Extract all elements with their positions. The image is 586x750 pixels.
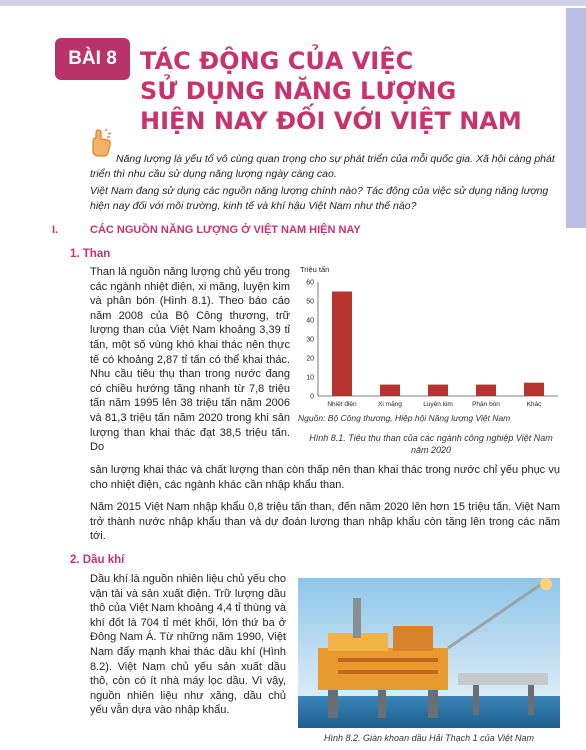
y-tick-label: 30 — [306, 336, 314, 344]
oil-rig-photo — [298, 578, 560, 728]
y-tick-label: 60 — [306, 279, 314, 287]
x-tick-label: Khác — [526, 401, 542, 408]
oil-paragraph: Dầu khí là nguồn nhiên liệu chủ yếu cho vận tải và sản xuất điện. Trữ lượng dầu thô của Việt Nam khoảng 4,4 tỉ thùng và khí đốt là 704 tỉ mét khối, lớn thứ ba ở Đông Nam Á. Từ những năm 1990, Việt Nam đẩy mạnh khai thác dầu khí (Hình 8.2). Việt Nam chủ yếu sản xuất dầu thô, còn có ít nhà máy lọc dầu. Vì vậy, nguồn nhiên liệu như xăng, dầu chủ yếu vẫn dựa vào nhập khẩu. — [90, 573, 286, 717]
x-tick-label: Xi măng — [378, 401, 402, 408]
coal-paragraph-1-cont: sản lượng khai thác và chất lượng than còn thấp nên than khai thác trong nước chỉ yếu phục vụ cho nhiệt điện, các ngành khác cần nhập khẩu than. — [90, 464, 560, 491]
bar — [428, 385, 448, 396]
title-line-1: TÁC ĐỘNG CỦA VIỆC — [140, 47, 414, 75]
bar — [332, 292, 352, 397]
coal-consumption-chart — [296, 262, 560, 412]
section-heading — [52, 224, 361, 236]
y-tick-label: 50 — [306, 298, 314, 306]
chart-caption: Hình 8.1. Tiêu thụ than của các ngành công nghiệp Việt Nam năm 2020 — [309, 433, 553, 455]
lesson-badge: BÀI 8 — [55, 38, 130, 80]
coal-heading: 1. Than — [70, 248, 111, 260]
y-tick-label: 10 — [306, 374, 314, 382]
bar — [524, 383, 544, 396]
x-tick-label: Luyện kim — [423, 401, 453, 408]
bar — [380, 385, 400, 396]
chart-source: Nguồn: Bộ Công thương, Hiệp hội Năng lượng Việt Nam — [298, 413, 511, 423]
bar — [476, 385, 496, 396]
intro-text — [90, 152, 560, 216]
lesson-title — [140, 46, 560, 136]
intro-paragraph-2: Việt Nam đang sử dụng các nguồn năng lượng chính nào? Tác động của việc sử dụng năng lượng hiện nay đối với môi trường, kinh tế và khí hậu Việt Nam như thế nào? — [90, 185, 549, 212]
chart-ylabel: Triệu tấn — [300, 265, 330, 274]
y-tick-label: 0 — [310, 393, 314, 401]
photo-caption: Hình 8.2. Giàn khoan dầu Hải Thạch 1 của Việt Nam — [324, 733, 534, 743]
y-tick-label: 40 — [306, 317, 314, 325]
intro-paragraph-1: Năng lượng là yếu tố vô cùng quan trọng cho sự phát triển của mỗi quốc gia. Xã hội càng phát triển thì nhu cầu sử dụng năng lượng ngày càng cao. — [90, 153, 555, 180]
section-number: I. — [52, 224, 59, 236]
side-tab — [566, 8, 586, 228]
title-line-3: HIỆN NAY ĐỐI VỚI VIỆT NAM — [140, 107, 522, 135]
x-tick-label: Nhiệt điện — [327, 401, 357, 408]
y-tick-label: 20 — [306, 355, 314, 363]
coal-paragraph-2: Năm 2015 Việt Nam nhập khẩu 0,8 triệu tấn than, đến năm 2020 lên hơn 15 triệu tấn. Việt Nam trở thành nước nhập khẩu than và dự đoán lượng than nhập khẩu còn tăng lên trong các năm tới. — [90, 501, 560, 543]
oil-heading: 2. Dầu khí — [70, 554, 125, 566]
x-tick-label: Phân bón — [472, 401, 500, 408]
section-title: CÁC NGUỒN NĂNG LƯỢNG Ở VIỆT NAM HIỆN NAY — [90, 224, 361, 236]
top-bar — [0, 0, 586, 6]
coal-paragraph-1: Than là nguồn năng lượng chủ yếu trong các ngành nhiệt điện, xi măng, luyện kim và phân bón (Hình 8.1). Theo báo cáo năm 2008 của Bộ Công thương, trữ lượng than của Việt Nam khoảng 3,39 tỉ tấn, một số vùng khó khai thác nên thực tế có khoảng 2,87 tỉ tấn có thể khai thác. Nhu cầu tiêu thụ than trong nước đang có chiều hướng tăng nhanh từ 7,8 triệu tấn năm 1995 lên 38 triệu tấn năm 2006 và 81,3 triệu tấn năm 2020 trong khi sản lượng than khai thác đạt 38,5 triệu tấn. Do — [90, 266, 290, 454]
title-line-2: SỬ DỤNG NĂNG LƯỢNG — [140, 77, 457, 105]
